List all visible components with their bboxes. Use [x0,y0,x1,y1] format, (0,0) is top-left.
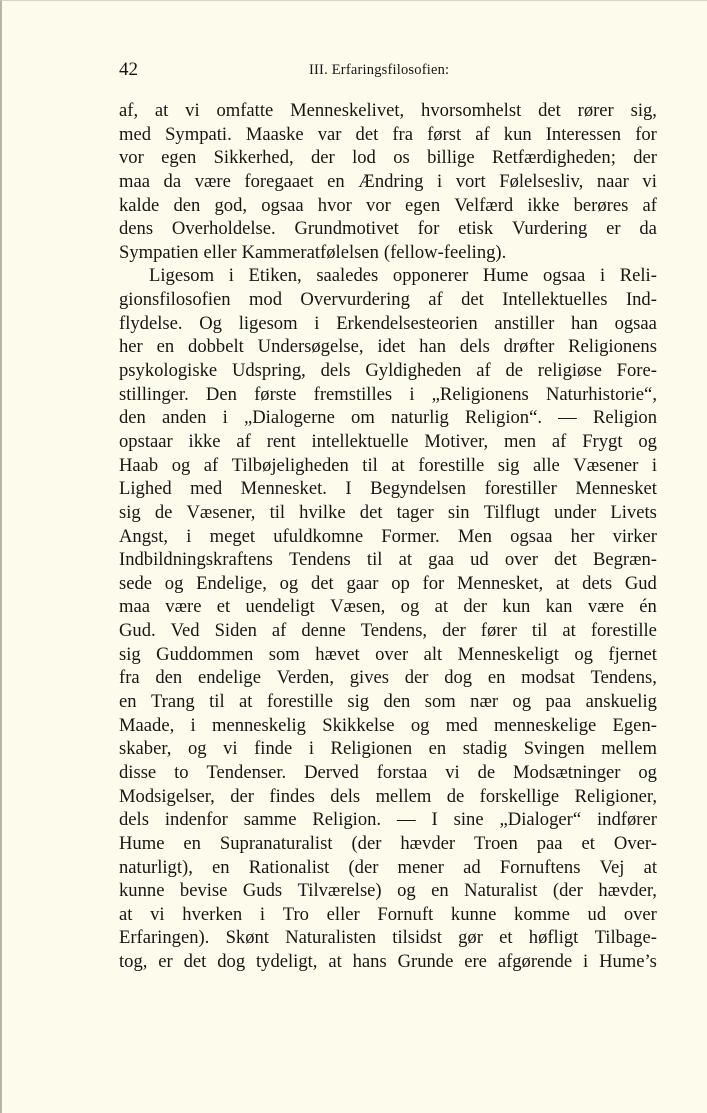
text-line: stillinger. Den første fremstilles i „Religionens Naturhistorie“, [119,383,657,405]
text-line: her en dobbelt Undersøgelse, idet han dels drøfter Religionens [119,336,657,358]
text-line: opstaar ikke af rent intellektuelle Motiver, men af Frygt og [119,430,657,452]
text-line: Sympatien eller Kammeratfølelsen (fellow-feeling). [119,241,507,263]
text-line: den anden i „Dialogerne om naturlig Religion“. — Religion [119,407,657,429]
text-line: at vi hverken i Tro eller Fornuft kunne komme ud over [119,903,657,925]
text-line: dens Overholdelse. Grundmotivet for etisk Vurdering er da [119,218,657,240]
text-line: psykologiske Udspring, dels Gyldigheden af de religiøse Fore- [119,360,657,382]
text-line: flydelse. Og ligesom i Erkendelsesteorien anstiller han ogsaa [119,312,657,334]
text-line: disse to Tendenser. Derved forstaa vi de Modsætninger og [119,761,657,783]
text-line: sig Guddommen som hævet over alt Menneskeligt og fjernet [119,643,657,665]
text-line: Indbildningskraftens Tendens til at gaa ud over det Begræn- [119,549,657,571]
body-text [119,99,657,974]
paragraph [119,264,657,973]
page-number: 42 [119,59,138,80]
text-line: skaber, og vi finde i Religionen en stadig Svingen mellem [119,738,657,760]
text-line: Ligesom i Etiken, saaledes opponerer Hume ogsaa i Reli- [149,265,657,287]
text-line: tog, er det dog tydeligt, at hans Grunde ere afgørende i Hume’s [119,951,657,973]
text-line: Modsigelser, der findes dels mellem de forskellige Religioner, [119,785,657,807]
text-line: vor egen Sikkerhed, der lod os billige Retfærdigheden; der [119,147,657,169]
text-line: Angst, i meget ufuldkomne Former. Men ogsaa her virker [119,525,657,547]
text-line: fra den endelige Verden, gives der dog en modsat Tendens, [119,667,657,689]
paragraph [119,99,657,264]
text-line: en Trang til at forestille sig den som nær og paa anskuelig [119,691,657,713]
text-line: Hume en Supranaturalist (der hævder Troen paa et Over- [119,832,657,854]
text-line: maa da være foregaaet en Ændring i vort Følelsesliv, naar vi [119,170,657,192]
text-line: med Sympati. Maaske var det fra først af kun Interessen for [119,123,657,145]
page-header [119,57,655,85]
text-line: maa være et uendeligt Væsen, og at der kun kan være én [119,596,657,618]
text-line: Erfaringen). Skønt Naturalisten tilsidst gør et høfligt Tilbage- [119,927,657,949]
text-line: af, at vi omfatte Menneskelivet, hvorsomhelst det rører sig, [119,100,657,121]
running-title: III. Erfaringsfilosofien: [309,62,450,78]
text-line: Haab og af Tilbøjeligheden til at forestille sig alle Væsener i [119,454,657,476]
text-line: kalde den god, ogsaa hvor vor egen Velfærd ikke berøres af [119,194,657,216]
text-line: Gud. Ved Siden af denne Tendens, der fører til at forestille [119,620,657,642]
text-line: kunne bevise Guds Tilværelse) og en Naturalist (der hævder, [119,880,657,902]
text-line: sede og Endelige, og det gaar op for Mennesket, at dets Gud [119,572,657,594]
text-line: naturligt), en Rationalist (der mener ad Fornuftens Vej at [119,856,657,878]
text-line: gionsfilosofien mod Overvurdering af det Intellektuelles Ind- [119,289,657,311]
text-line: Lighed med Mennesket. I Begyndelsen forestiller Mennesket [119,478,657,500]
text-line: dels indenfor samme Religion. — I sine „Dialoger“ indfører [119,809,657,831]
text-line: Maade, i menneskelig Skikkelse og med menneskelige Egen- [119,714,657,736]
text-line: sig de Væsener, til hvilke det tager sin Tilflugt under Livets [119,501,657,523]
